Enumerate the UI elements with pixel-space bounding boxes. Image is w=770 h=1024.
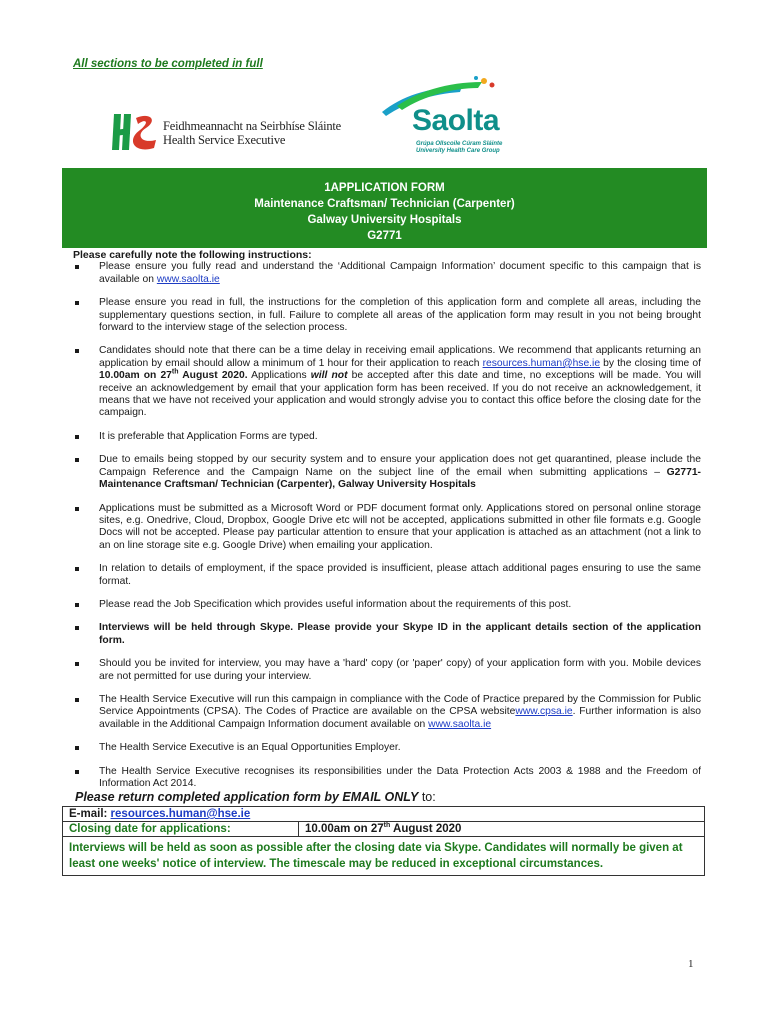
email-label: E-mail: xyxy=(69,808,111,820)
instruction-text: Candidates should note that there can be a time delay in receiving email applications. We recommend that applicants returning an application by email should allow a minimum of 1 hour for their application to reach xyxy=(99,345,701,369)
saolta-subtitle-irish: Grúpa Ollscoile Cúram Sláinte xyxy=(416,141,503,147)
interview-note-row xyxy=(63,837,704,875)
job-title: Maintenance Craftsman/ Technician (Carpenter) xyxy=(254,198,515,210)
instruction-item xyxy=(73,503,701,553)
instruction-item xyxy=(73,563,701,588)
hse-logo-irish: Feidhmeannacht na Seirbhíse Sláinte xyxy=(163,119,342,133)
saolta-link[interactable]: www.saolta.ie xyxy=(156,273,220,285)
instruction-item xyxy=(73,431,701,443)
ordinal-suffix: th xyxy=(171,368,179,376)
instructions-section xyxy=(73,249,701,790)
instruction-text: The Health Service Executive recognises its responsibilities under the Data Protection Acts 2003 & 1988 and the Freedom of Information Act 2014. xyxy=(99,765,701,789)
instruction-text: In relation to details of employment, if the space provided is insufficient, please attach additional pages ensuring to use the same format. xyxy=(99,563,701,587)
campaign-reference: G2771 xyxy=(367,230,402,242)
saolta-logo xyxy=(372,76,532,162)
instruction-text: It is preferable that Application Forms are typed. xyxy=(99,430,318,442)
cpsa-link[interactable]: www.cpsa.ie xyxy=(515,706,573,718)
return-instruction-bold: Please return completed application form by EMAIL ONLY xyxy=(75,790,419,804)
saolta-subtitle-english: University Health Care Group xyxy=(416,148,500,154)
instruction-item xyxy=(73,694,701,731)
instruction-text: be accepted after this date and time, no exceptions will be made. You will receive an acknowledgement by email that your application form has been received. If you do not receive an acknowledgement, it means that we have not received your application and would strongly advise you to contact this office before the closing date for the campaign. xyxy=(99,370,701,419)
hse-logo xyxy=(110,110,350,154)
hse-logo-text xyxy=(163,119,341,147)
email-row xyxy=(63,807,704,822)
closing-date-label: Closing date for applications: xyxy=(63,822,299,836)
page-number: 1 xyxy=(688,958,694,970)
closing-date-value xyxy=(299,822,467,836)
form-title: 1APPLICATION FORM xyxy=(324,182,445,194)
instruction-item xyxy=(73,658,701,683)
instruction-text: Applications xyxy=(247,370,311,382)
email-subject-line: G2771- Maintenance Craftsman/ Technician (Carpenter), Galway University Hospitals xyxy=(99,466,701,491)
instruction-item xyxy=(73,742,701,754)
instruction-text: The Health Service Executive is an Equal Opportunities Employer. xyxy=(99,742,401,754)
instruction-text: by the closing time of xyxy=(600,357,701,369)
hr-email-link[interactable]: resources.human@hse.ie xyxy=(482,357,601,369)
instruction-text: Please read the Job Specification which provides useful information about the requirements of this post. xyxy=(99,598,572,610)
instruction-text: Please ensure you read in full, the instructions for the completion of this application form and complete all areas, including the supplementary questions section, in full. Failure to complete all areas of the application form may result in you not being brought forward to the interview stage of the selection process. xyxy=(99,297,701,334)
return-instruction xyxy=(75,790,436,804)
emphasis-will-not: will not xyxy=(310,370,348,382)
instruction-text: . Further information is also available in the Additional Campaign Information document available on xyxy=(99,706,701,730)
instruction-text: Should you be invited for interview, you may have a 'hard' copy (or 'paper' copy) of your application form with you. Mobile devices are not permitted for use during your interview. xyxy=(99,658,701,682)
hse-logo-english: Health Service Executive xyxy=(163,133,286,147)
instruction-text: The Health Service Executive will run this campaign in compliance with the Code of Practice prepared by the Commission for Public Service Appointments (CPSA). The Codes of Practice are available on the CPSA website xyxy=(99,693,701,718)
hospital-name: Galway University Hospitals xyxy=(307,214,462,226)
return-instruction-tail: to: xyxy=(418,790,436,804)
instruction-text: Due to emails being stopped by our security system and to ensure your application does not get quarantined, please include the Campaign Reference and the Campaign Name on the subject line of the email when submitting applications – xyxy=(99,454,701,478)
instructions-title: Please carefully note the following instructions: xyxy=(73,249,312,261)
submission-email-link[interactable]: resources.human@hse.ie xyxy=(110,808,251,820)
interview-note: Interviews will be held as soon as possible after the closing date via Skype. Candidates will normally be given at least one weeks' notice of interview. The timescale may be reduced in exceptional circumstances. xyxy=(69,842,683,870)
hse-mark-icon xyxy=(110,110,160,154)
submission-info-table xyxy=(62,806,705,876)
instruction-item xyxy=(73,454,701,491)
instruction-item xyxy=(73,261,701,286)
closing-date-time: 10.00am on 27 xyxy=(305,823,384,835)
closing-date-row xyxy=(63,822,704,837)
instruction-item xyxy=(73,766,701,791)
closing-time: 10.00am on 27 xyxy=(99,370,172,382)
closing-date-month: August 2020 xyxy=(390,823,462,835)
skype-instruction: Interviews will be held through Skype. Please provide your Skype ID in the applicant details section of the application form. xyxy=(99,622,701,646)
saolta-wordmark: Saolta xyxy=(412,104,500,137)
instruction-item xyxy=(73,345,701,419)
closing-date: August 2020. xyxy=(178,370,248,382)
instruction-item xyxy=(73,297,701,334)
saolta-link[interactable]: www.saolta.ie xyxy=(428,718,492,730)
ordinal-suffix: th xyxy=(383,822,391,830)
instruction-item xyxy=(73,622,701,647)
instruction-text: Applications must be submitted as a Microsoft Word or PDF document format only. Applications stored on personal online storage sites, e.g. Onedrive, Cloud, Dropbox, Google Drive etc will not be accepted, applications submitted in other file formats e.g. Google Docs will not be accepted. Please pay particular attention to ensure that your application is attached as an attachment (not a link to an on line storage site e.g. Google Drive) when emailing your application. xyxy=(99,502,701,551)
instruction-item xyxy=(73,599,701,611)
instruction-text: Please ensure you fully read and understand the ‘Additional Campaign Information’ document specific to this campaign that is available on xyxy=(99,261,701,285)
completion-note: All sections to be completed in full xyxy=(73,58,263,70)
form-title-banner xyxy=(62,168,707,248)
saolta-subtitle xyxy=(416,141,502,155)
